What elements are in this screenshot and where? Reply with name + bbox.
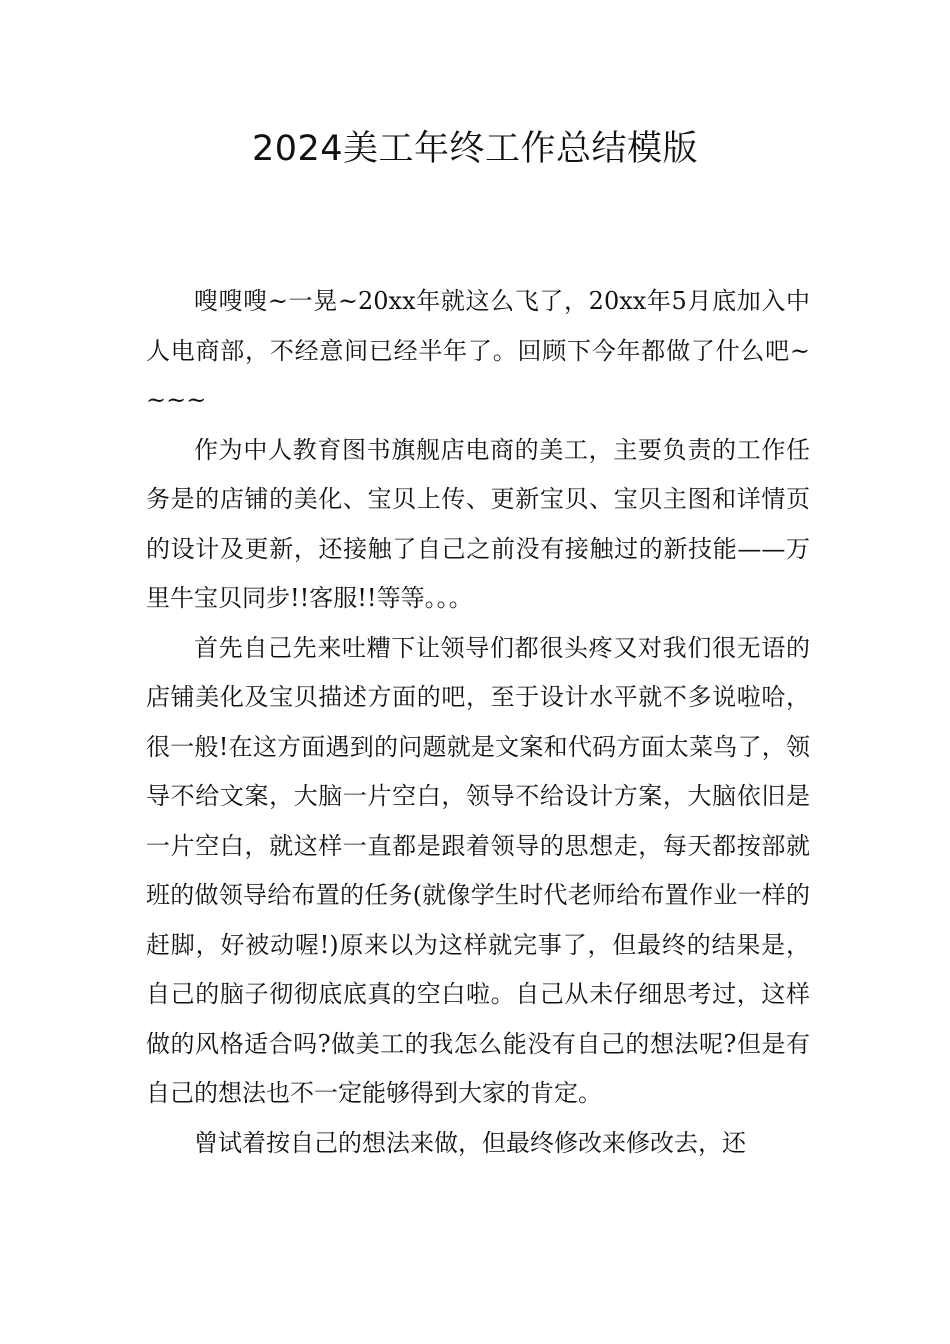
document-title: 2024美工年终工作总结模版: [251, 129, 699, 169]
paragraph-4: 曾试着按自己的想法来做，但最终修改来修改去，还: [194, 1128, 746, 1157]
paragraph-3: 首先自己先来吐糟下让领导们都很头疼又对我们很无语的店铺美化及宝贝描述方面的吧，至于设计水平就不多说啦哈，很一般!在这方面遇到的问题就是文案和代码方面太菜鸟了，领导不给文案，大脑一片空白，领导不给设计方案，大脑依旧是一片空白，就这样一直都是跟着领导的思想走，每天都按部就班的做领导给布置的任务(就像学生时代老师给布置作业一样的赶脚，好被动喔!)原来以为这样就完事了，但最终的结果是，自己的脑子彻彻底底真的空白啦。自己从未仔细思考过，这样做的风格适合吗?做美工的我怎么能没有自己的想法呢?但是有自己的想法也不一定能够得到大家的肯定。: [146, 633, 810, 1107]
document-body: [146, 277, 810, 1168]
paragraph-1: 嗖嗖嗖~一晃~20xx年就这么飞了，20xx年5月底加入中人电商部，不经意间已经半年了。回顾下今年都做了什么吧~~~~: [146, 287, 810, 414]
paragraph-2: 作为中人教育图书旗舰店电商的美工，主要负责的工作任务是的店铺的美化、宝贝上传、更新宝贝、宝贝主图和详情页的设计及更新，还接触了自己之前没有接触过的新技能——万里牛宝贝同步!!客服!!等等。。。: [146, 435, 810, 612]
